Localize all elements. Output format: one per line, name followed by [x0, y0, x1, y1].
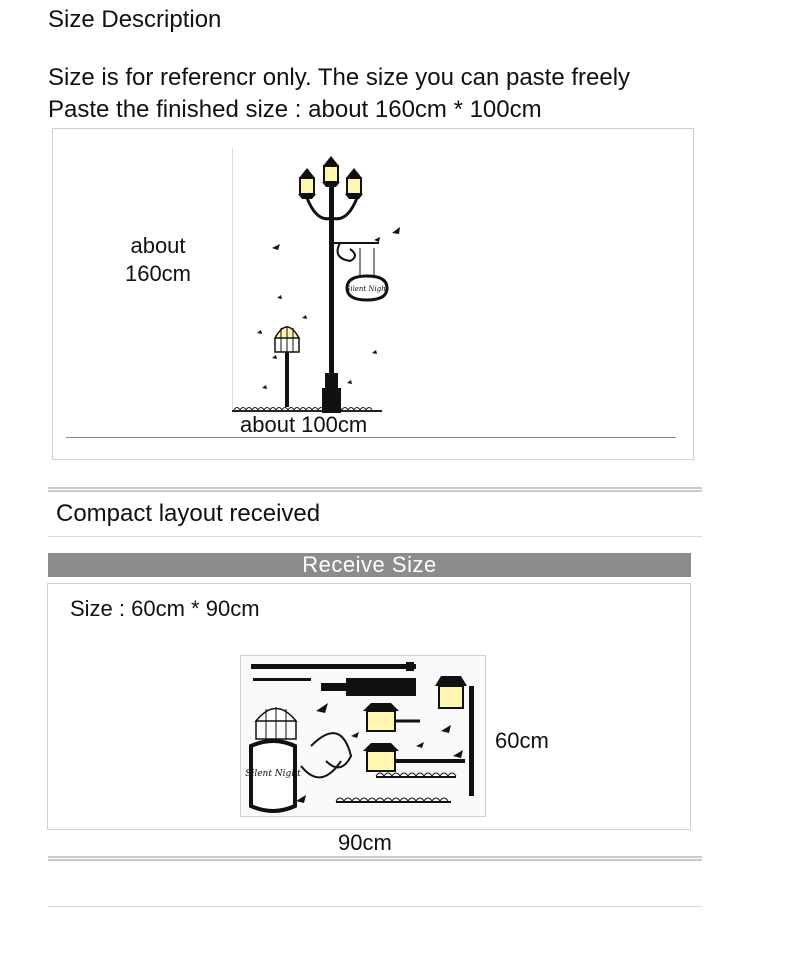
receive-size-text: Size : 60cm * 90cm — [70, 596, 260, 621]
sheet-height-label: 60cm — [495, 728, 549, 753]
sheet-width-label: 90cm — [338, 830, 392, 855]
finished-width-label: about 100cm — [240, 412, 368, 437]
width-measure-line — [66, 437, 676, 438]
finished-height-label: about 160cm — [124, 233, 192, 286]
size-note: Size is for referencr only. The size you can paste freely — [48, 64, 631, 91]
bottom-divider — [48, 856, 702, 861]
sticker-sheet — [240, 655, 486, 817]
sheet-sign-text: Silent Night — [245, 769, 301, 779]
bottom-thin-divider — [48, 906, 702, 907]
sticker-sheet-image — [241, 656, 485, 816]
sign-text: Silent Night — [345, 285, 389, 293]
receive-size-banner: Receive Size — [48, 553, 691, 577]
compact-layout-title: Compact layout received — [56, 500, 321, 527]
street-lamp-sticker-image — [232, 148, 412, 418]
finished-size-note: Paste the finished size : about 160cm * 100cm — [48, 96, 542, 123]
thin-divider — [48, 536, 702, 537]
section-title: Size Description — [48, 6, 222, 33]
section-divider — [48, 487, 702, 492]
